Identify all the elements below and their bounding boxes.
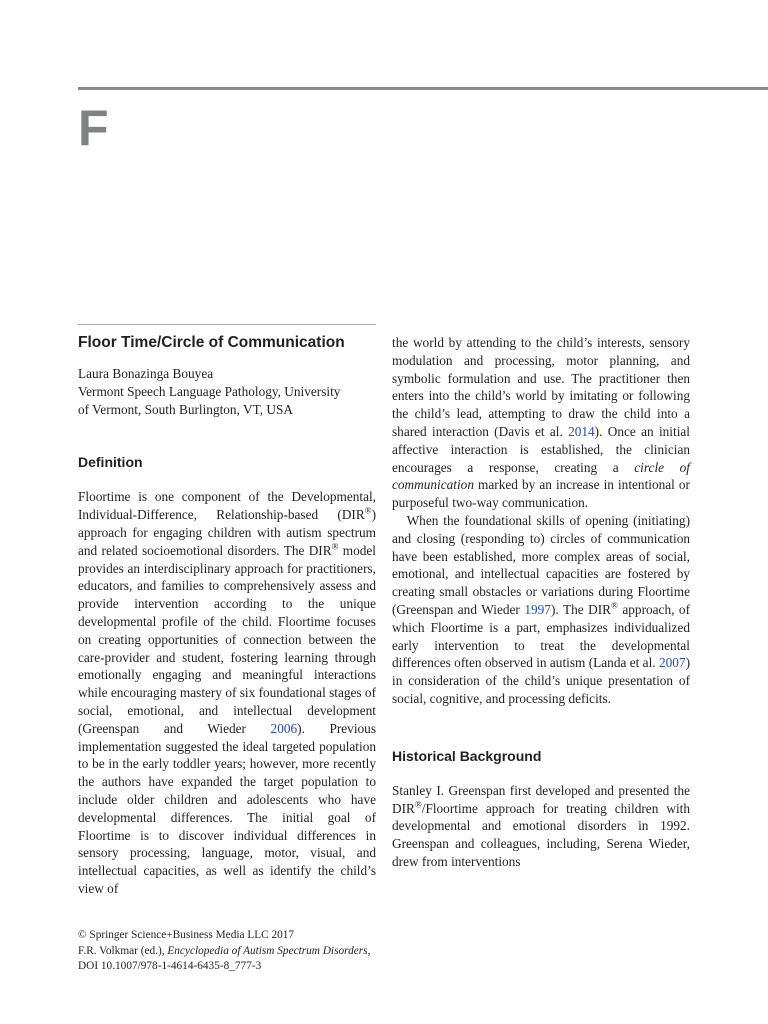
historical-background-heading: Historical Background (392, 747, 542, 764)
citation-link-2014[interactable]: 2014 (568, 423, 595, 439)
left-column (78, 324, 376, 898)
author-affiliation-line1: Vermont Speech Language Pathology, University (78, 383, 341, 399)
doi-line: DOI 10.1007/978-1-4614-6435-8_777-3 (78, 960, 262, 972)
definition-heading: Definition (78, 454, 143, 471)
citation-link-2006[interactable]: 2006 (270, 720, 298, 736)
definition-paragraph-1: Floortime is one component of the Developmental, Individual-Difference, Relationship-based (DIR®) approach for engaging children with autism spectrum and related socioemotional disorders. The DIR® model provides an interdisciplinary approach for practitioners, educators, and families to comprehensively assess and provide intervention according to the unique developmental profile of the child. Floortime focuses on creating opportunities of connection between the care-provider and student, fostering learning through emotionally engaging and meaningful interactions while encouraging mastery of six foundational stages of social, emotional, and intellectual development (Greenspan and Wieder 2006). Previous implementation suggested the ideal targeted population to be in the early toddler years; however, more recently the authors have expanded the target population to include older children and adolescents who have developmental differences. The initial goal of Floortime is to discover individual differences in sensory processing, language, motor, visual, and intellectual capacities, as well as identify the child’s view of (78, 489, 377, 896)
citation-line: F.R. Volkmar (ed.), Encyclopedia of Autism Spectrum Disorders, (78, 944, 371, 957)
registered-mark: ® (414, 799, 422, 810)
author-name: Laura Bonazinga Bouyea (78, 366, 214, 381)
definition-paragraph-2: When the foundational skills of opening (initiating) and closing (responding to) circles of communication have been established, more complex areas of social, emotional, and intellectual capacities are fostered by creating small obstacles or variations during Floortime (Greenspan and Wieder 1997). The DIR® approach, of which Floortime is a part, emphasizes individualized early intervention to treat the developmental differences often observed in autism (Landa et al. 2007) in consideration of the child’s unique presentation of social, cognitive, and processing deficits. (392, 512, 691, 706)
copyright-line: © Springer Science+Business Media LLC 2017 (78, 929, 295, 941)
book-title: Encyclopedia of Autism Spectrum Disorders (167, 944, 368, 957)
top-rule (78, 87, 768, 90)
author-affiliation-line2: of Vermont, South Burlington, VT, USA (78, 401, 293, 417)
history-paragraph-1: Stanley I. Greenspan first developed and presented the DIR®/Floortime approach for treating children with developmental and emotional disorders in 1992. Greenspan and colleagues, including, Serena Wieder, drew from interventions (392, 782, 690, 869)
registered-mark: ® (331, 541, 339, 552)
registered-mark: ® (611, 600, 618, 611)
title-rule (78, 324, 376, 325)
citation-link-2007[interactable]: 2007 (658, 655, 686, 671)
registered-mark: ® (364, 505, 372, 516)
definition-paragraph-1-continued: the world by attending to the child’s interests, sensory modulation and processing, motor planning, and symbolic formulation and use. The practitioner then enters into the child’s world by imitating or following the child’s lead, attempting to draw the child into a shared interaction (Davis et al. 2014). Once an initial affective interaction is established, the clinician encourages a response, creating a circle of communication marked by an increase in intentional or purposeful two-way communication. (392, 335, 690, 511)
entry-title: Floor Time/Circle of Communication (78, 334, 345, 351)
section-letter: F (78, 100, 109, 156)
right-column (392, 334, 690, 871)
author-block (78, 365, 376, 418)
page-footer (78, 928, 418, 975)
emphasis-term: circle of communication (392, 459, 690, 493)
citation-link-1997[interactable]: 1997 (524, 601, 551, 617)
